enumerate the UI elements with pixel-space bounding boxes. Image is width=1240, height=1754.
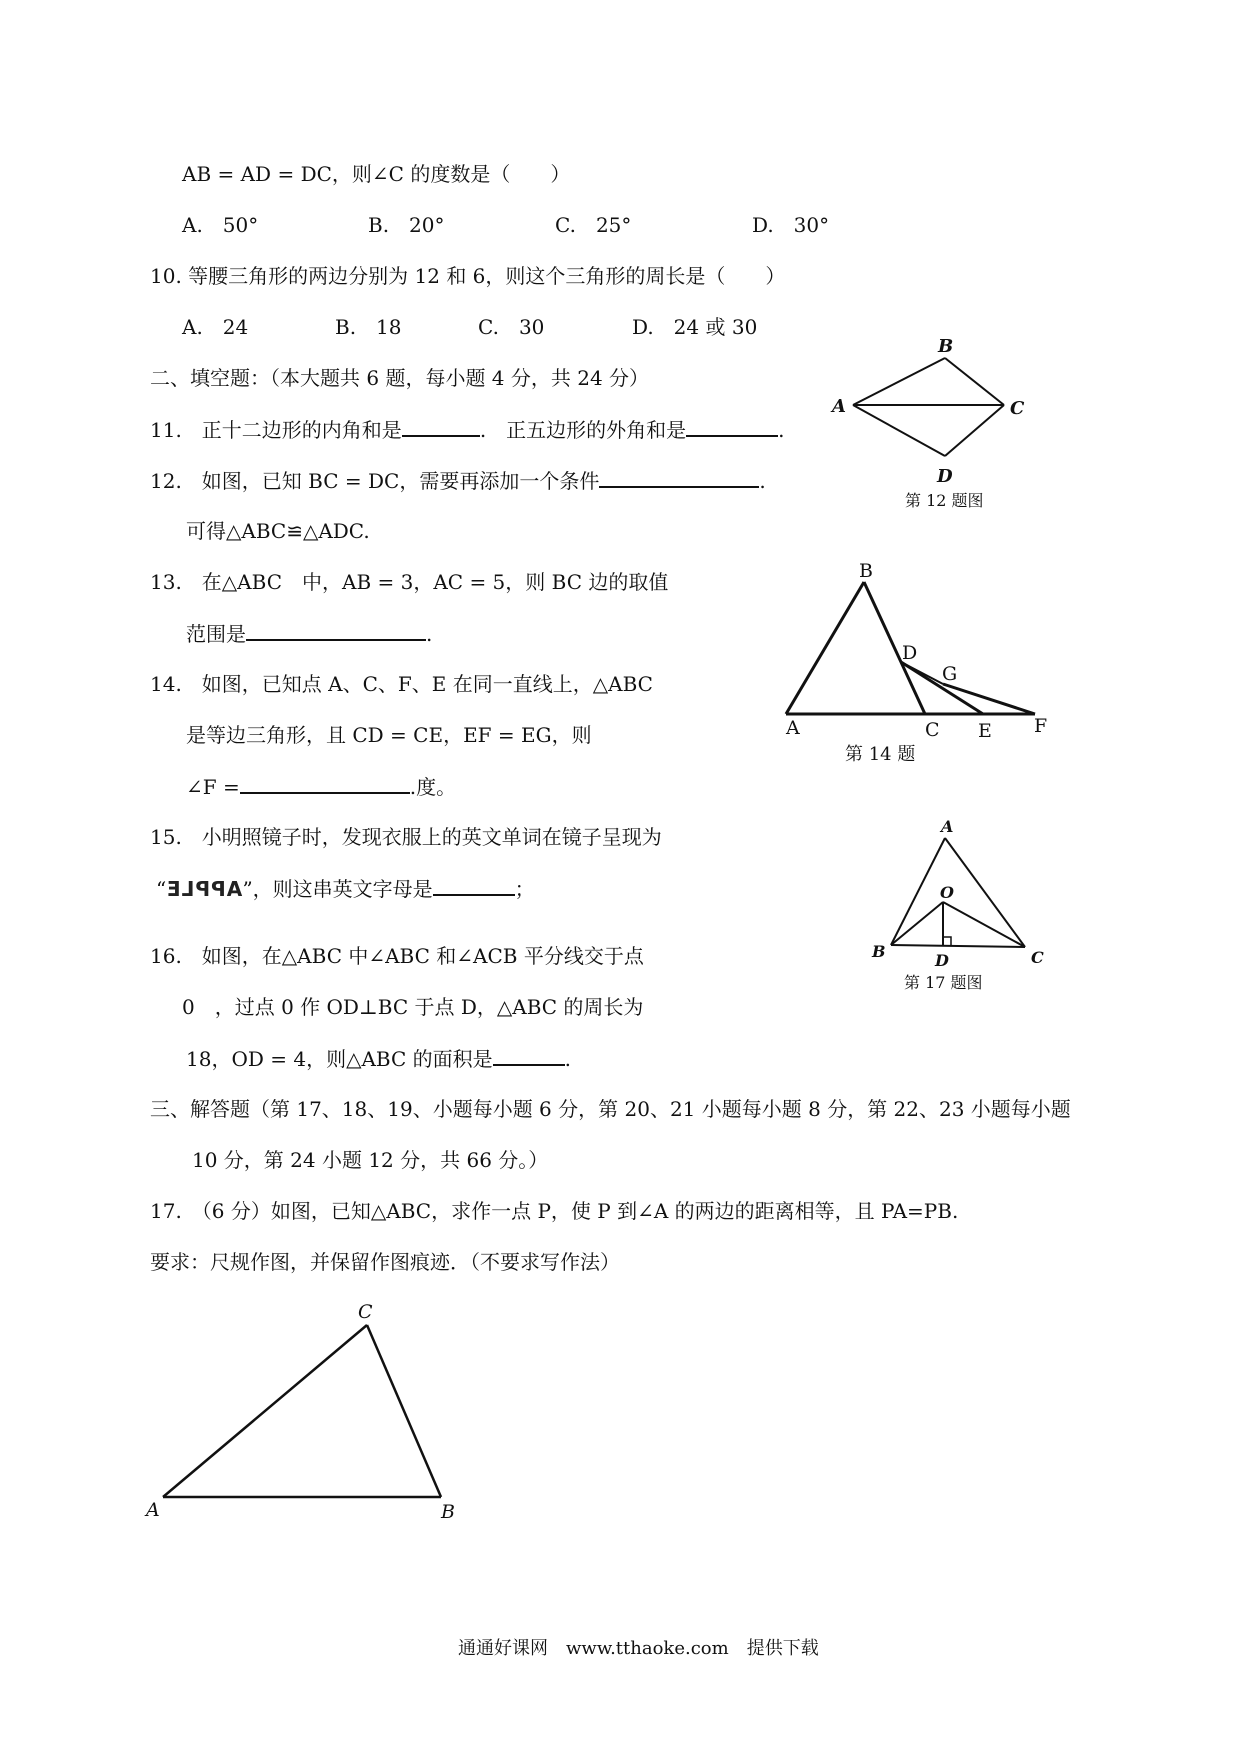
q10-option-c: C. 30 [478, 315, 545, 339]
q14-line2: 是等边三角形，且 CD = CE，EF = EG，则 [186, 723, 592, 747]
fig12-label-b: B [938, 336, 954, 357]
q13-text: 范围是 [186, 622, 246, 646]
mirrored-word-image: APPLE [166, 877, 243, 901]
q10-option-a: A. 24 [182, 315, 249, 339]
q15-open-quote: “ [156, 877, 167, 901]
figure-12 [853, 358, 1004, 456]
q16-line1: 16. 如图，在△ABC 中∠ABC 和∠ACB 平分线交于点 [150, 944, 644, 968]
fig12-edge-ab [853, 358, 945, 405]
fig14-label-e: E [978, 720, 992, 742]
fig17s-edge-bc [891, 945, 1025, 947]
q14-text: ∠F = [186, 775, 240, 799]
figure-17-large [163, 1325, 441, 1497]
figure-17-small [891, 838, 1025, 947]
fig17s-caption: 第 17 题图 [904, 973, 983, 992]
footer-credit: 通通好课网 www.tthaoke.com 提供下载 [458, 1638, 819, 1659]
fig17s-edge-ab [891, 838, 945, 945]
fig14-label-c: C [925, 719, 940, 741]
fig12-caption: 第 12 题图 [905, 491, 984, 510]
q10-option-b: B. 18 [335, 315, 402, 339]
fig17s-segment-oc [943, 902, 1025, 947]
fig17s-label-a: A [941, 817, 954, 836]
q10-line: 10. 等腰三角形的两边分别为 12 和 6，则这个三角形的周长是（ ） [150, 264, 786, 288]
q9-option-a: A. 50° [182, 213, 259, 237]
q15-text: ”，则这串英文字母是 [242, 877, 433, 901]
q13-end: . [426, 622, 433, 646]
fig14-label-f: F [1034, 715, 1048, 737]
q12-text-a: 12. 如图，已知 BC = DC，需要再添加一个条件 [150, 469, 600, 493]
q11-end: . [778, 418, 785, 442]
section2-heading: 二、填空题：（本大题共 6 题，每小题 4 分，共 24 分） [150, 366, 650, 390]
fig14-edge-ab [786, 582, 864, 714]
q14-end: .度。 [409, 775, 457, 799]
q11-text-b: . 正五边形的外角和是 [479, 418, 687, 442]
q9-line: AB = AD = DC，则∠C 的度数是（ ） [182, 162, 571, 186]
q17-line2: 要求：尺规作图，并保留作图痕迹．（不要求写作法） [150, 1250, 620, 1274]
q16-text: 18，OD = 4，则△ABC 的面积是 [186, 1047, 493, 1071]
fig17s-label-d: D [935, 951, 949, 970]
q12-end: . [759, 469, 766, 493]
fig17s-edge-ac [945, 838, 1025, 947]
q13-line1: 13. 在△ABC 中，AB = 3，AC = 5，则 BC 边的取值 [150, 570, 669, 594]
fig17l-edge-cb [367, 1325, 441, 1497]
q15-end: ； [514, 877, 535, 901]
fig17s-label-o: O [940, 883, 954, 902]
q9-option-b: B. 20° [368, 213, 445, 237]
q11-text-a: 11. 正十二边形的内角和是 [150, 418, 402, 442]
fig12-label-d: D [937, 466, 953, 487]
fig14-label-g: G [942, 663, 958, 685]
fig17s-label-c: C [1031, 948, 1044, 967]
fig12-edge-da [853, 405, 945, 456]
fig14-label-d: D [902, 642, 918, 664]
fig12-edge-cd [945, 405, 1004, 456]
fig17l-edge-ac [163, 1325, 367, 1497]
fig17l-label-c: C [358, 1301, 373, 1323]
fig12-edge-bc [945, 358, 1004, 405]
fig17s-right-angle-mark [943, 937, 951, 946]
section3-line1: 三、解答题（第 17、18、19、小题每小题 6 分，第 20、21 小题每小题 8 分，第 22、23 小题每小题 [150, 1097, 1071, 1121]
fig12-label-a: A [832, 396, 846, 417]
q14-line1: 14. 如图，已知点 A、C、F、E 在同一直线上，△ABC [150, 672, 653, 696]
fig17s-segment-ob [891, 902, 943, 945]
fig14-label-b: B [859, 560, 873, 582]
fig17l-label-b: B [441, 1501, 455, 1523]
q15-line1: 15. 小明照镜子时，发现衣服上的英文单词在镜子呈现为 [150, 825, 662, 849]
fig17l-label-a: A [146, 1499, 160, 1521]
q10-option-d: D. 24 或 30 [632, 315, 758, 339]
q17-line1: 17. （6 分）如图，已知△ABC，求作一点 P，使 P 到∠A 的两边的距离相等，且 PA=PB. [150, 1199, 959, 1223]
q9-option-d: D. 30° [752, 213, 830, 237]
fig14-label-a: A [786, 717, 800, 739]
q16-end: . [564, 1047, 571, 1071]
q16-line2: 0 ，过点 0 作 OD⊥BC 于点 D，△ABC 的周长为 [182, 995, 644, 1019]
q12-line2: 可得△ABC≌△ADC. [186, 519, 370, 543]
section3-line2: 10 分，第 24 小题 12 分，共 66 分。） [192, 1148, 549, 1172]
fig14-caption: 第 14 题 [845, 744, 916, 765]
fig17s-label-b: B [872, 942, 886, 961]
fig12-label-c: C [1010, 398, 1025, 419]
q9-option-c: C. 25° [555, 213, 632, 237]
